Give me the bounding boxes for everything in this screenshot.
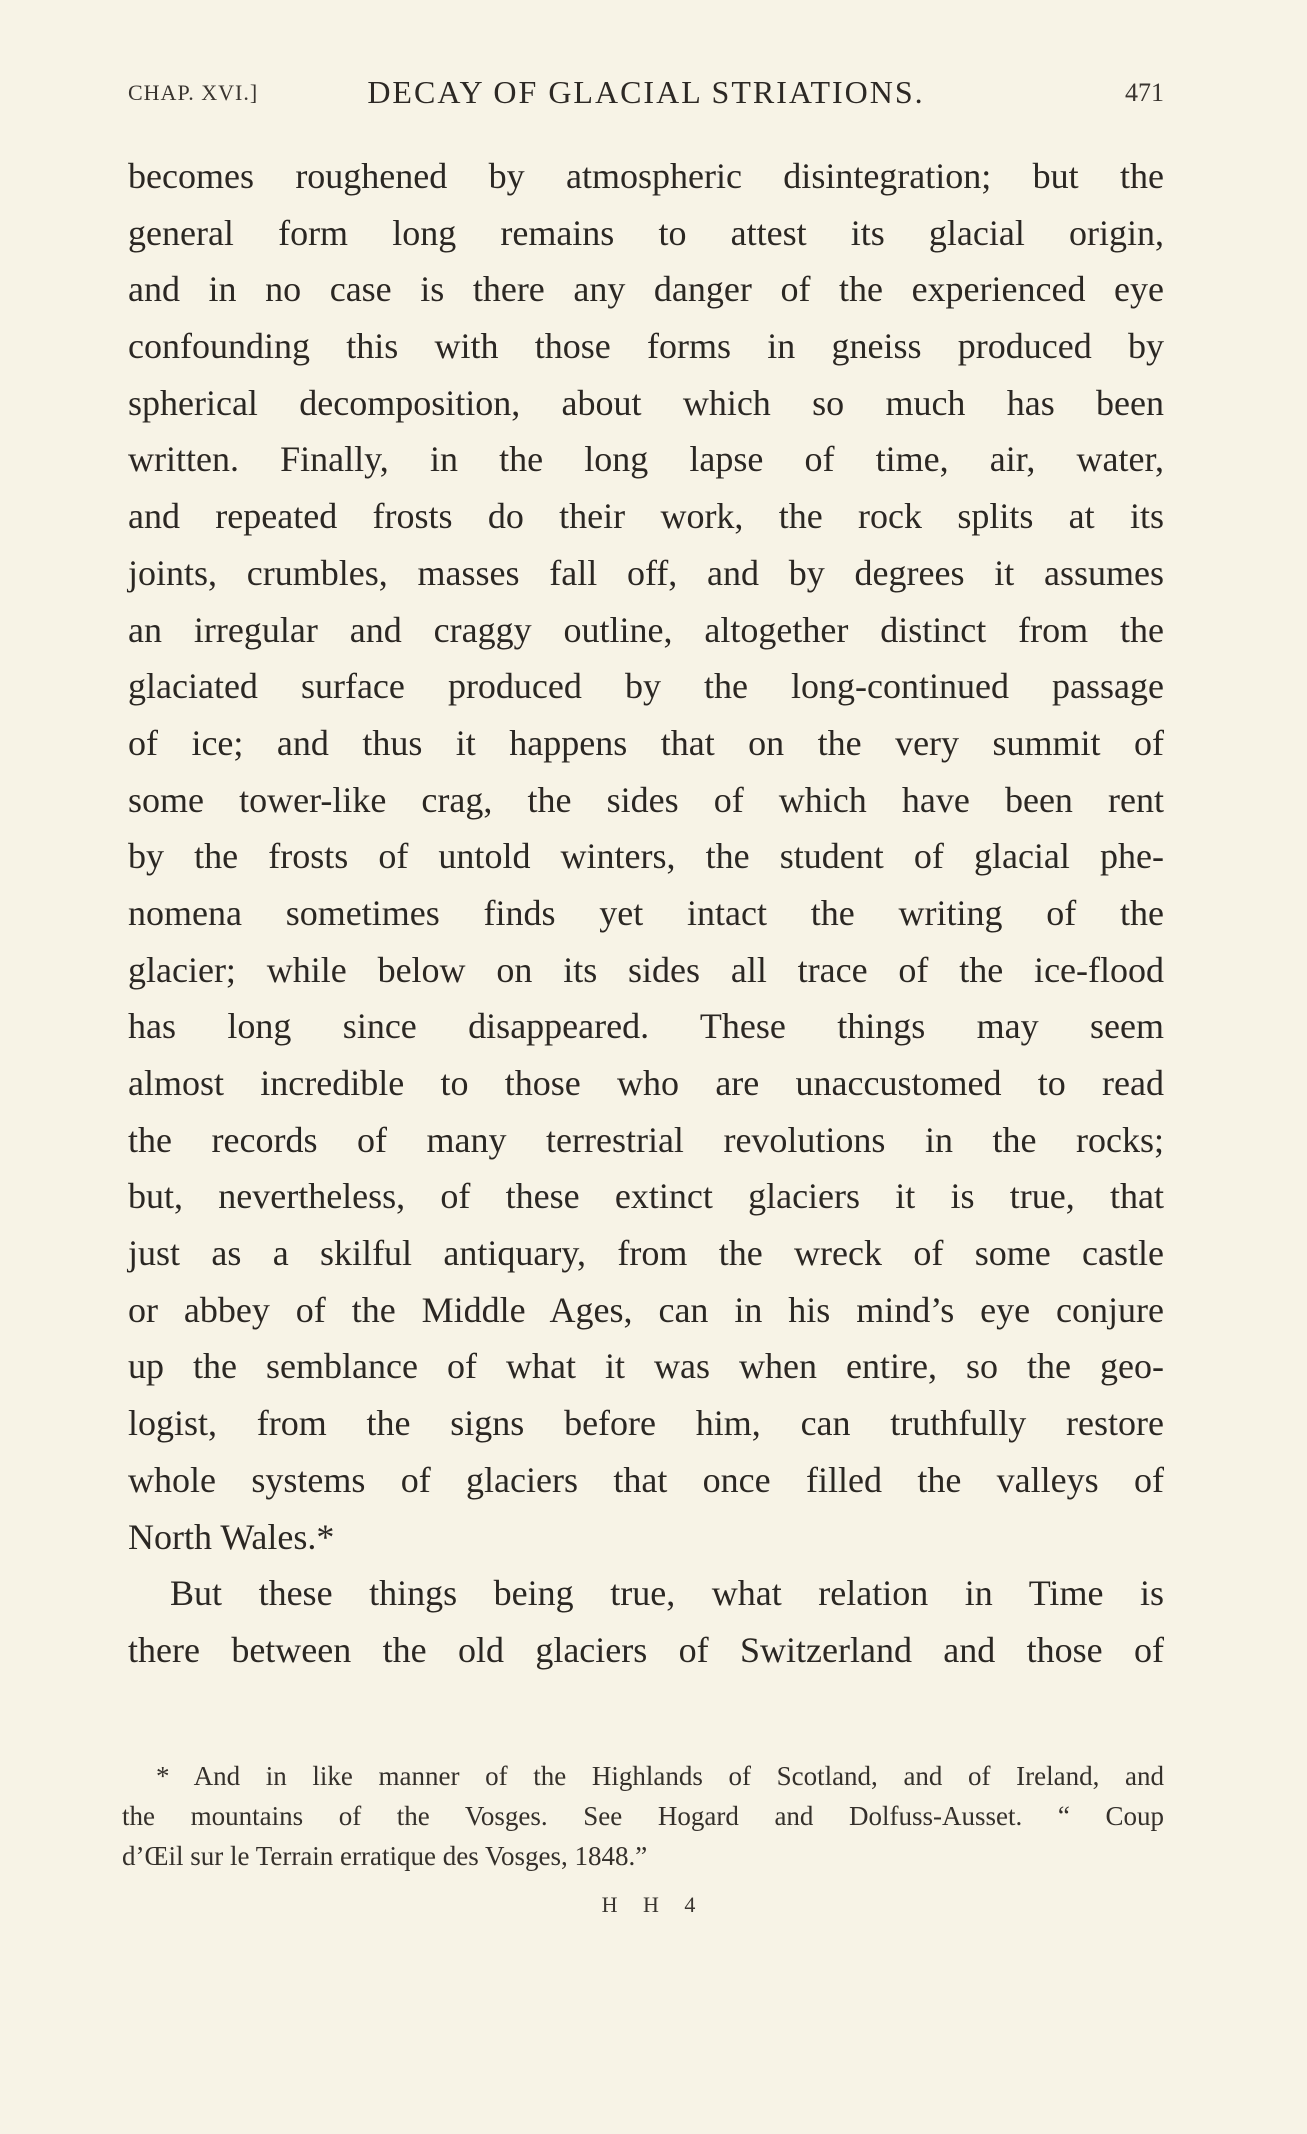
- text-line: glacier; while below on its sides all trace of the ice-flood: [128, 949, 1164, 990]
- main-text: [128, 148, 1164, 1679]
- text-line: some tower-like crag, the sides of which have been rent: [128, 779, 1164, 820]
- text-line: but, nevertheless, of these extinct glaciers it is true, that: [128, 1176, 1164, 1217]
- text-line: up the semblance of what it was when entire, so the geo-: [128, 1346, 1164, 1387]
- chapter-label: CHAP. XVI.]: [128, 80, 259, 105]
- footnote-line: the mountains of the Vosges. See Hogard and Dolfuss-Ausset. “ Coup: [122, 1801, 1164, 1831]
- text-line: the records of many terrestrial revolutions in the rocks;: [128, 1119, 1164, 1160]
- printer-signature: H H 4: [601, 1892, 706, 1917]
- text-line: written. Finally, in the long lapse of time, air, water,: [128, 439, 1164, 480]
- text-line: spherical decomposition, about which so much has been: [128, 382, 1164, 423]
- text-line: joints, crumbles, masses fall off, and by degrees it assumes: [128, 552, 1164, 593]
- text-line: whole systems of glaciers that once filled the valleys of: [128, 1459, 1164, 1500]
- text-line: almost incredible to those who are unaccustomed to read: [128, 1063, 1164, 1103]
- text-line: But these things being true, what relation in Time is: [170, 1573, 1164, 1614]
- text-line: confounding this with those forms in gneiss produced by: [128, 326, 1164, 367]
- running-title: DECAY OF GLACIAL STRIATIONS.: [367, 74, 925, 110]
- footnote-line: * And in like manner of the Highlands of Scotland, and of Ireland, and: [156, 1761, 1164, 1791]
- text-line: there between the old glaciers of Switzerland and those of: [128, 1629, 1164, 1670]
- text-line: becomes roughened by atmospheric disintegration; but the: [128, 156, 1164, 196]
- text-line: nomena sometimes finds yet intact the writing of the: [128, 892, 1164, 933]
- footnote: [122, 1756, 1164, 1876]
- text-line: of ice; and thus it happens that on the very summit of: [128, 722, 1164, 763]
- text-line: glaciated surface produced by the long-continued passage: [128, 666, 1164, 707]
- text-line: has long since disappeared. These things may seem: [128, 1006, 1164, 1047]
- running-header: [128, 74, 1164, 114]
- text-line: an irregular and craggy outline, altogether distinct from the: [128, 609, 1164, 650]
- text-line: or abbey of the Middle Ages, can in his mind’s eye conjure: [128, 1289, 1164, 1330]
- text-line: and in no case is there any danger of the experienced eye: [128, 269, 1164, 310]
- text-line: general form long remains to attest its glacial origin,: [128, 212, 1164, 253]
- text-line: North Wales.*: [128, 1516, 335, 1557]
- text-line: logist, from the signs before him, can truthfully restore: [128, 1403, 1164, 1444]
- footnote-line: d’Œil sur le Terrain erratique des Vosges, 1848.”: [122, 1841, 648, 1871]
- text-line: by the frosts of untold winters, the student of glacial phe-: [128, 836, 1164, 877]
- page-number: 471: [1125, 78, 1164, 107]
- text-line: and repeated frosts do their work, the rock splits at its: [128, 496, 1164, 537]
- text-line: just as a skilful antiquary, from the wreck of some castle: [128, 1233, 1164, 1274]
